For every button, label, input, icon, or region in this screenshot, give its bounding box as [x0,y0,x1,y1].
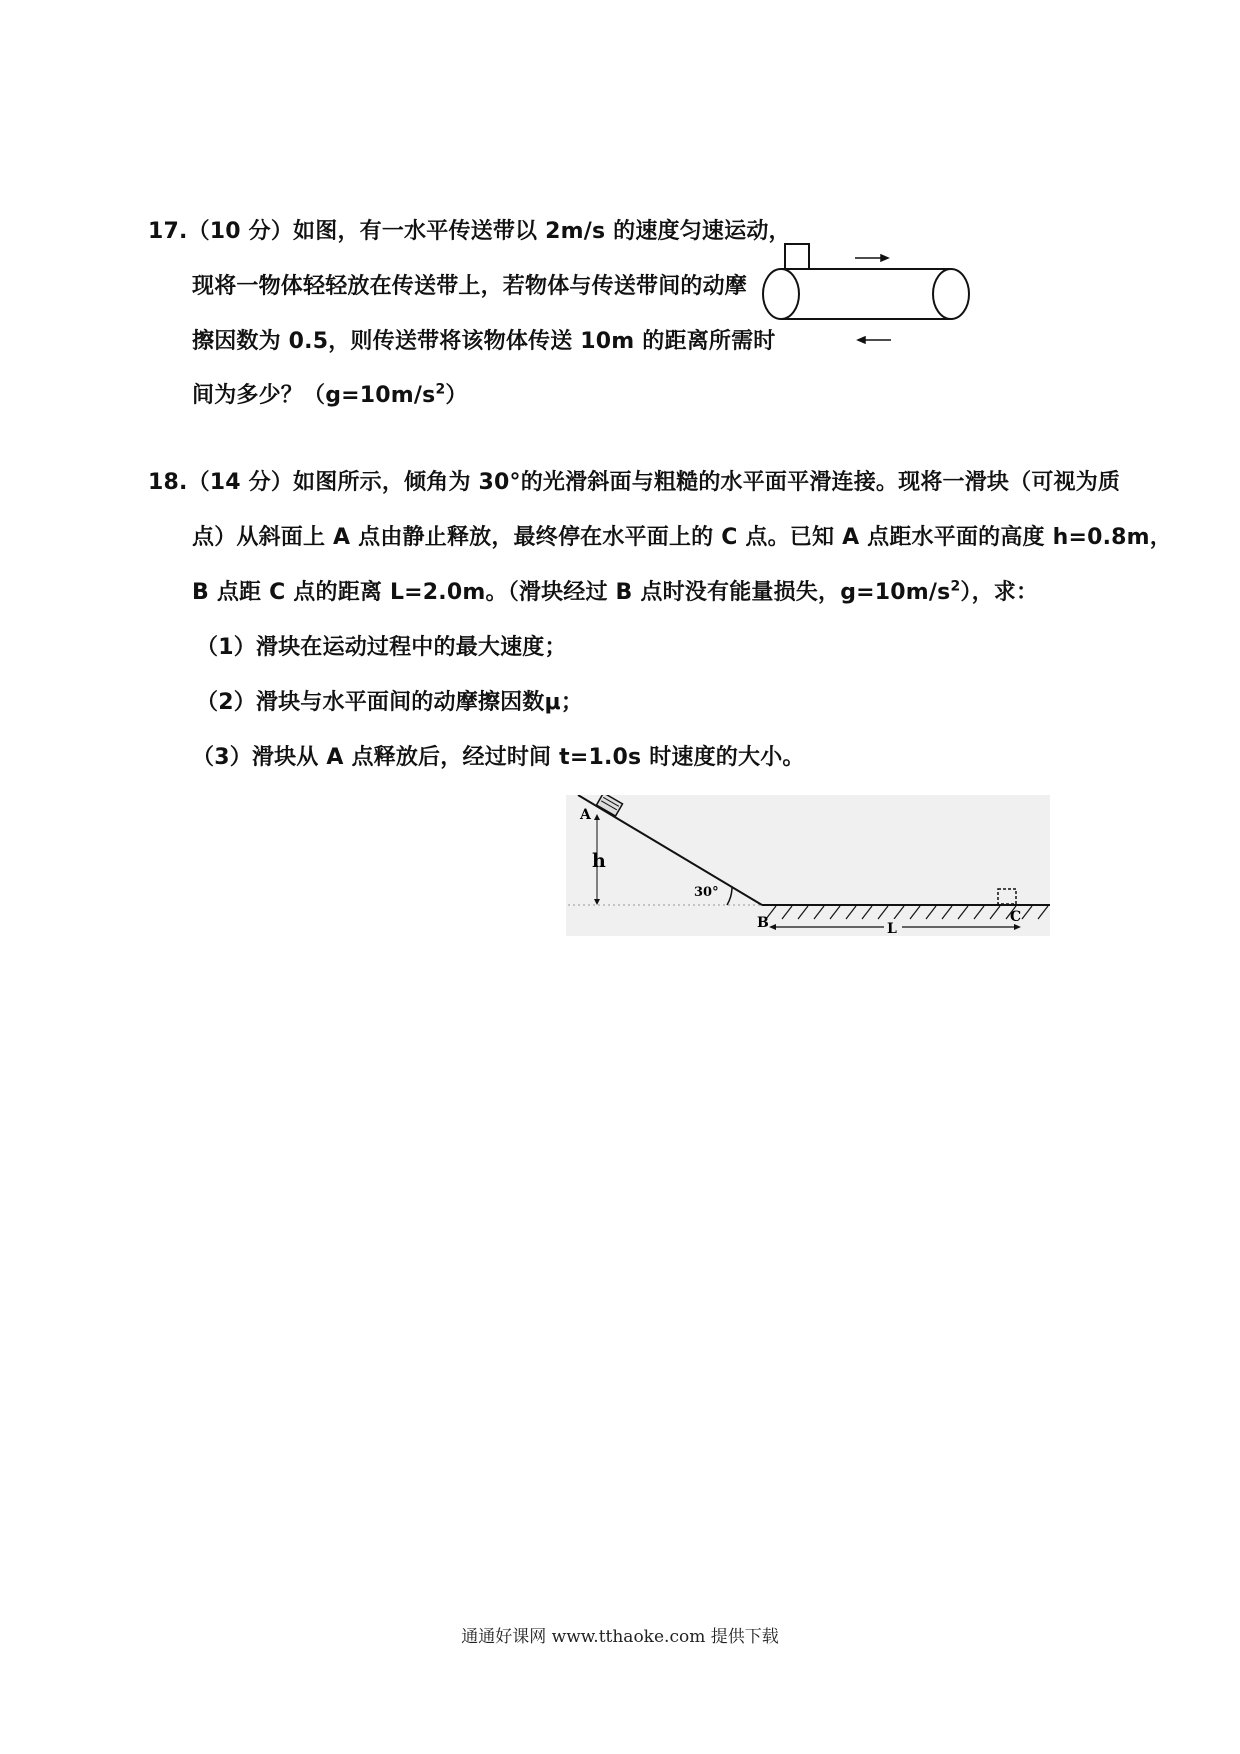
conveyor-belt-figure [755,240,995,350]
q18-line-2: 点）从斜面上 A 点由静止释放，最终停在水平面上的 C 点。已知 A 点距水平面的高度 h=0.8m， [192,525,1173,550]
label-angle: 30° [694,885,719,900]
page-footer: 通通好课网 www.tthaoke.com 提供下载 [461,1627,779,1647]
q18-line-3-text: B 点距 C 点的距离 L=2.0m。（滑块经过 B 点时没有能量损失，g=10m/s [192,580,951,605]
label-b: B [757,915,769,931]
q18-sub-question-1: （1）滑块在运动过程中的最大速度； [196,635,567,660]
label-a: A [580,807,591,823]
q18-line-3-tail: ），求： [960,580,1039,605]
q17-line-4-text: 间为多少？（g=10m/s [192,383,436,408]
q17-line-4 [192,378,468,409]
q18-sub-question-2: （2）滑块与水平面间的动摩擦因数μ； [196,690,584,715]
left-roller [763,269,799,319]
q18-line-3 [192,575,1038,606]
q17-exponent: 2 [435,381,446,398]
label-l: L [887,921,897,936]
q17-line-3: 擦因数为 0.5，则传送带将该物体传送 10m 的距离所需时 [192,329,776,354]
bottom-direction-arrow [858,337,891,343]
label-h: h [592,850,606,872]
label-c: C [1010,909,1022,925]
q17-line-1: 17.（10 分）如图，有一水平传送带以 2m/s 的速度匀速运动， [148,219,791,244]
incline-figure [566,795,1050,936]
q17-line-2: 现将一物体轻轻放在传送带上，若物体与传送带间的动摩 [192,274,748,299]
q18-sub-question-3: （3）滑块从 A 点释放后，经过时间 t=1.0s 时速度的大小。 [192,745,805,770]
object-on-belt [785,244,809,269]
q18-line-1: 18.（14 分）如图所示，倾角为 30°的光滑斜面与粗糙的水平面平滑连接。现将一滑块（可视为质 [148,470,1121,495]
right-roller [933,269,969,319]
q18-exponent: 2 [950,578,961,595]
top-direction-arrow [855,255,888,261]
q17-line-4-tail: ） [445,383,468,408]
